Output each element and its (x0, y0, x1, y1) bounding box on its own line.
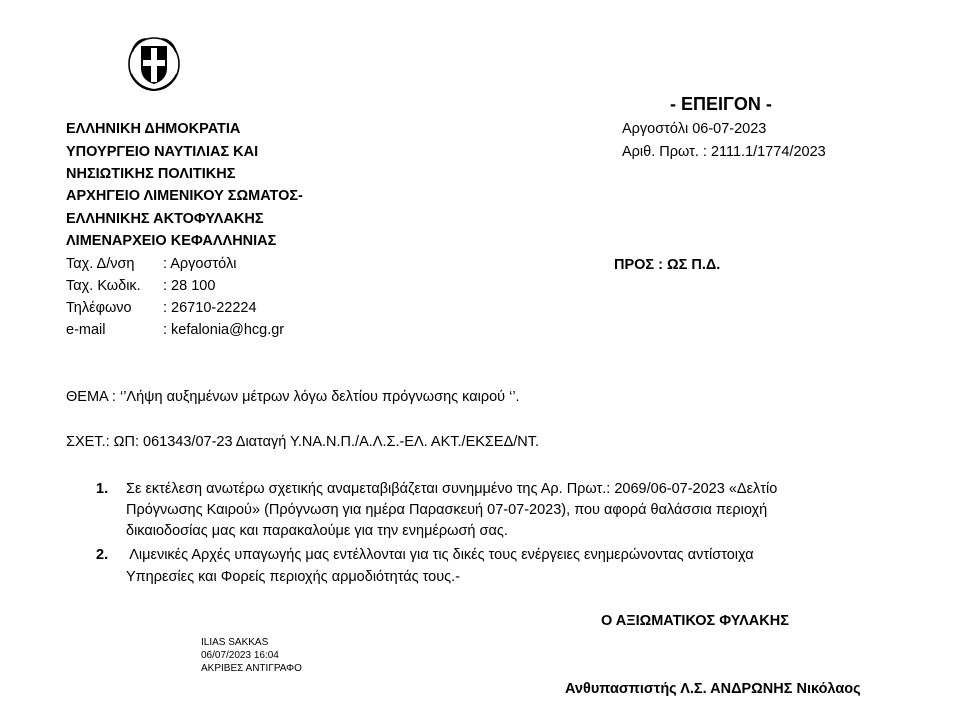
list-item-number: 1. (96, 481, 109, 497)
list-item-number: 2. (96, 547, 109, 563)
list-item-line: Υπηρεσίες και Φορείς περιοχής αρμοδιότητάς τους.- (126, 569, 460, 585)
org-line: ΥΠΟΥΡΓΕΙΟ ΝΑΥΤΙΛΙΑΣ ΚΑΙ (66, 144, 259, 160)
place-date: Αργοστόλι 06-07-2023 (622, 121, 767, 137)
org-line: ΑΡΧΗΓΕΙΟ ΛΙΜΕΝΙΚΟΥ ΣΩΜΑΤΟΣ- (66, 188, 303, 204)
org-line: ΕΛΛΗΝΙΚΗ ΔΗΜΟΚΡΑΤΙΑ (66, 121, 241, 137)
signatory-officer: Ανθυπασπιστής Λ.Σ. ΑΝΔΡΩΝΗΣ Νικόλαος (565, 681, 861, 697)
contact-label: Ταχ. Δ/νση (66, 256, 135, 272)
list-item-line: Πρόγνωσης Καιρού» (Πρόγνωση για ημέρα Παρασκευή 07-07-2023), που αφορά θαλάσσια περιοχή (126, 502, 768, 518)
list-item-line: δικαιοδοσίας μας και παρακαλούμε για την ενημέρωσή σας. (126, 523, 508, 539)
signatory-title: Ο ΑΞΙΩΜΑΤΙΚΟΣ ΦΥΛΑΚΗΣ (601, 613, 789, 629)
digital-signature-datetime: 06/07/2023 16:04 (201, 650, 279, 661)
digital-signature-note: ΑΚΡΙΒΕΣ ΑΝΤΙΓΡΑΦΟ (201, 663, 302, 674)
recipient: ΠΡΟΣ : ΩΣ Π.Δ. (614, 257, 721, 273)
contact-label: Ταχ. Κωδικ. (66, 278, 141, 294)
list-item-line: Λιμενικές Αρχές υπαγωγής μας εντέλλονται για τις δικές τους ενέργειες ενημερώνοντας αντίστοιχα (126, 547, 754, 563)
digital-signature-name: ILIAS SAKKAS (201, 637, 269, 648)
contact-value: : Αργοστόλι (163, 256, 237, 272)
org-line: ΕΛΛΗΝΙΚΗΣ ΑΚΤΟΦΥΛΑΚΗΣ (66, 211, 264, 227)
subject-line: ΘΕΜΑ : ‘’Λήψη αυξημένων μέτρων λόγω δελτίου πρόγνωσης καιρού ‘’. (66, 389, 520, 405)
reference-line: ΣΧΕΤ.: ΩΠ: 061343/07-23 Διαταγή Υ.ΝΑ.Ν.Π./Α.Λ.Σ.-ΕΛ. ΑΚΤ./ΕΚΣΕΔ/ΝΤ. (66, 434, 540, 450)
contact-label: e-mail (66, 322, 106, 338)
contact-value: : 28 100 (163, 278, 216, 294)
greek-coat-of-arms-icon (126, 34, 182, 92)
contact-value: : kefalonia@hcg.gr (163, 322, 285, 338)
protocol-number: Αριθ. Πρωτ. : 2111.1/1774/2023 (622, 144, 826, 160)
contact-value: : 26710-22224 (163, 300, 257, 316)
org-line: ΛΙΜΕΝΑΡΧΕΙΟ ΚΕΦΑΛΛΗΝΙΑΣ (66, 233, 277, 249)
urgency-label: - ΕΠΕΙΓΟΝ - (670, 94, 772, 114)
org-line: ΝΗΣΙΩΤΙΚΗΣ ΠΟΛΙΤΙΚΗΣ (66, 166, 236, 182)
list-item-line: Σε εκτέλεση ανωτέρω σχετικής αναμεταβιβάζεται συνημμένο της Αρ. Πρωτ.: 2069/06-07-2023 «Δελτίο (126, 481, 778, 497)
contact-label: Τηλέφωνο (66, 300, 132, 316)
